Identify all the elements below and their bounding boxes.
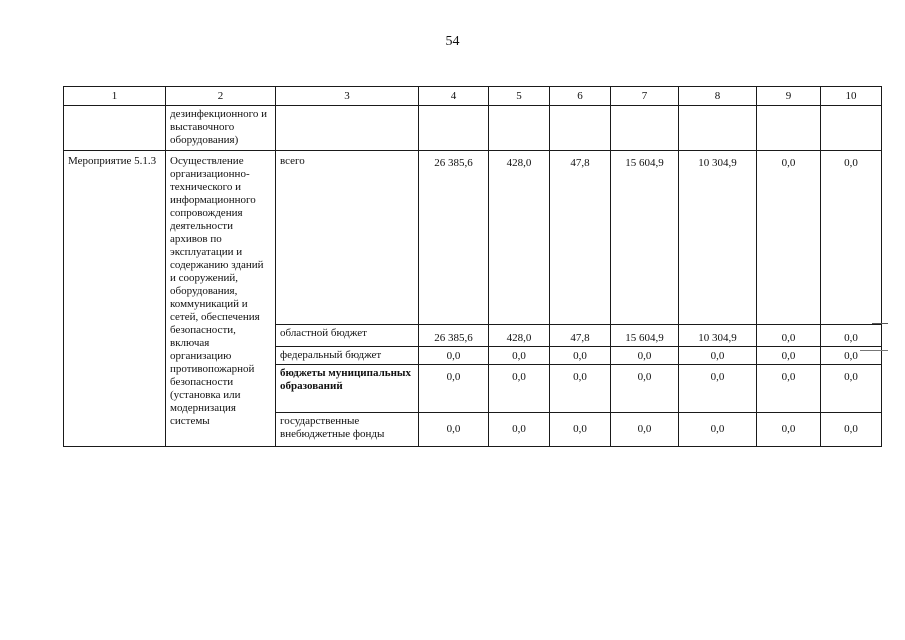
scan-artifact xyxy=(860,350,888,351)
value-cell: 0,0 xyxy=(821,347,882,365)
value-cell: 0,0 xyxy=(757,365,821,413)
column-number: 9 xyxy=(757,87,821,106)
funding-source: бюджеты муниципальных образований xyxy=(276,365,419,413)
table-cell xyxy=(611,106,679,151)
column-number: 5 xyxy=(489,87,550,106)
column-number: 3 xyxy=(276,87,419,106)
table-cell xyxy=(419,106,489,151)
column-number: 7 xyxy=(611,87,679,106)
page-number: 54 xyxy=(445,34,460,49)
value-cell: 0,0 xyxy=(821,325,882,347)
value-cell: 0,0 xyxy=(489,347,550,365)
column-number: 6 xyxy=(550,87,611,106)
table-cell xyxy=(64,106,166,151)
value-cell: 0,0 xyxy=(757,347,821,365)
table-cell xyxy=(276,106,419,151)
scan-artifact xyxy=(872,323,888,324)
continuation-text: дезинфекционного и выставочного оборудования) xyxy=(166,106,276,151)
value-cell: 0,0 xyxy=(550,413,611,447)
value-cell: 0,0 xyxy=(757,325,821,347)
funding-source: федеральный бюджет xyxy=(276,347,419,365)
value-cell: 0,0 xyxy=(679,413,757,447)
value-cell: 0,0 xyxy=(489,365,550,413)
value-cell: 0,0 xyxy=(550,365,611,413)
column-number: 1 xyxy=(64,87,166,106)
value-cell: 0,0 xyxy=(679,347,757,365)
value-cell: 0,0 xyxy=(679,365,757,413)
value-cell: 0,0 xyxy=(419,413,489,447)
measure-description: Осуществление организационно-технического и информационного сопровождения деятельности архивов по эксплуатации и содержанию зданий и сооружений, оборудования, коммуникаций и сетей, обеспечения безопасности, включая организацию противопожарной безопасности (установка или модернизация системы xyxy=(166,151,276,447)
value-cell: 0,0 xyxy=(489,413,550,447)
funding-source: государственные внебюджетные фонды xyxy=(276,413,419,447)
value-cell: 0,0 xyxy=(611,347,679,365)
table-cell xyxy=(679,106,757,151)
value-cell: 0,0 xyxy=(611,413,679,447)
value-cell: 15 604,9 xyxy=(611,325,679,347)
table-cell xyxy=(550,106,611,151)
value-cell: 0,0 xyxy=(611,365,679,413)
column-number: 2 xyxy=(166,87,276,106)
column-number: 10 xyxy=(821,87,882,106)
value-cell: 10 304,9 xyxy=(679,151,757,325)
value-cell: 47,8 xyxy=(550,151,611,325)
funding-source: всего xyxy=(276,151,419,325)
value-cell: 0,0 xyxy=(419,347,489,365)
value-cell: 0,0 xyxy=(821,151,882,325)
column-number-row xyxy=(64,87,882,106)
table-row-total xyxy=(64,151,882,325)
value-cell: 0,0 xyxy=(821,365,882,413)
value-cell: 15 604,9 xyxy=(611,151,679,325)
value-cell: 0,0 xyxy=(550,347,611,365)
column-number: 8 xyxy=(679,87,757,106)
value-cell: 428,0 xyxy=(489,151,550,325)
value-cell: 0,0 xyxy=(419,365,489,413)
column-number: 4 xyxy=(419,87,489,106)
value-cell: 26 385,6 xyxy=(419,151,489,325)
table-cell xyxy=(821,106,882,151)
value-cell: 0,0 xyxy=(757,151,821,325)
value-cell: 0,0 xyxy=(821,413,882,447)
value-cell: 26 385,6 xyxy=(419,325,489,347)
table-cell xyxy=(757,106,821,151)
value-cell: 47,8 xyxy=(550,325,611,347)
value-cell: 10 304,9 xyxy=(679,325,757,347)
value-cell: 428,0 xyxy=(489,325,550,347)
funding-source: областной бюджет xyxy=(276,325,419,347)
budget-table xyxy=(63,86,882,447)
measure-code: Мероприятие 5.1.3 xyxy=(64,151,166,447)
value-cell: 0,0 xyxy=(757,413,821,447)
table-cell xyxy=(489,106,550,151)
continuation-row xyxy=(64,106,882,151)
